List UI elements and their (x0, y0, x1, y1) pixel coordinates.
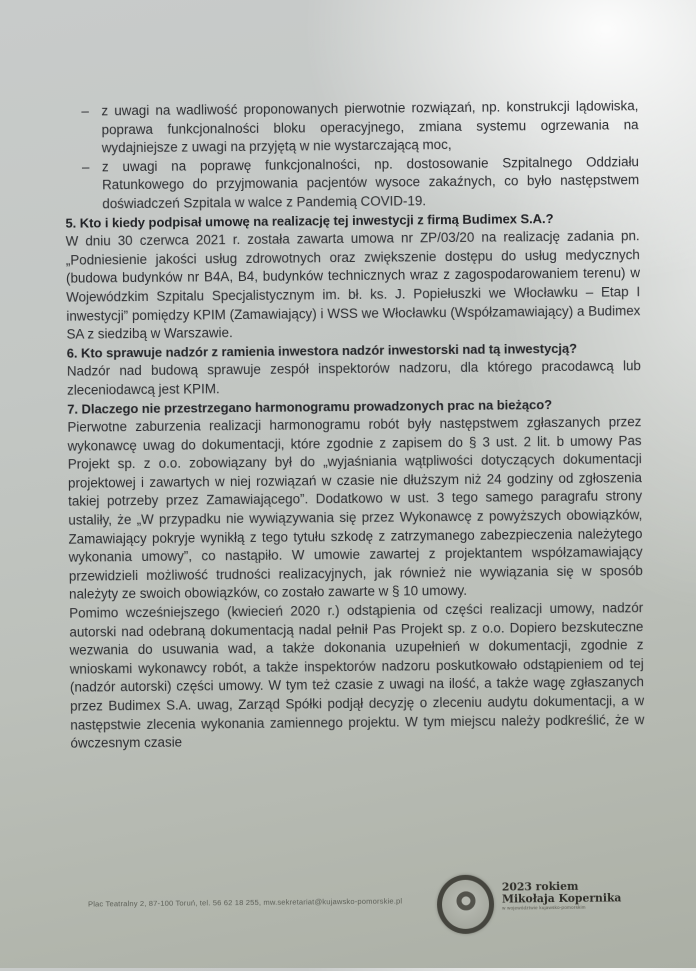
bullet-item (65, 153, 640, 214)
logo-line-3: w województwie kujawsko-pomorskim (502, 904, 586, 911)
answer-6-paragraph: Nadzór nad budową sprawuje zespół inspektorów nadzoru, dla którego pracodawcą lub zleceniodawcą jest KPIM. (66, 358, 641, 398)
question-6-heading: 6. Kto sprawuje nadzór z ramienia inwestora nadzór inwestorski nad tą inwestycją? (66, 340, 578, 361)
copernicus-medallion-icon (437, 875, 495, 935)
answer-7-paragraph-1: Pierwotne zaburzenia realizacji harmonogramu robót były następstwem zgłaszanych przez wykonawcę uwag do dokumentacji, które zgodnie z zapisem do § 3 ust. 2 lit. b umowy Pas Projekt sp. z o.o. zobowiązany był do „wyjaśniania wątpliwości dotyczących dokumentacji projektowej i zawartych w niej rozwiązań w czasie nie dłuższym niż 24 godziny od zgłoszenia takiej potrzeby przez Zamawiającego”. Dodatkowo w ust. 3 tego samego paragrafu strony ustaliły, że „W przypadku nie wywiązywania się przez Wykonawcę z powyższych obowiązków, Zamawiający pokryje wynikłą z tego tytułu szkodę z zatrzymanego zabezpieczenia należytego wykonania umowy”, co nastąpiło. W umowie zawartej z projektantem współzamawiający przewidzieli możliwość trudności realizacyjnych, jak również nie wywiązania się w sposób należyty ze swoich obowiązków, co zostało zawarte w § 10 umowy. (67, 414, 643, 603)
bullet-dash: – (81, 159, 90, 175)
bullet-text: z uwagi na poprawę funkcjonalności, np. dostosowanie Szpitalnego Oddziału Ratunkowego do przyjmowania pacjentów wysoce zakaźnych, co było następstwem doświadczeń Szpitala w walce z Pandemią COVID-19. (101, 153, 640, 212)
medallion-inner-ring-icon (456, 891, 475, 910)
footer-address: Plac Teatralny 2, 87-100 Toruń, tel. 56 62 18 255, mw.sekretariat@kujawsko-pomorskie.pl (87, 896, 403, 909)
answer-5-paragraph: W dniu 30 czerwca 2021 r. została zawarta umowa nr ZP/03/20 na realizację zadania pn. „Podniesienie jakości usług zdrowotnych oraz zwiększenie dostępu do usług medycznych (budowa budynków nr B4A, B4, budynków technicznych wraz z zagospodarowaniem terenu) w Wojewódzkim Szpitalu Specjalistycznym im. bł. ks. J. Popiełuszki we Włocławku – Etap I inwestycji” pomiędzy KPIM (Zamawiający) i WSS we Włocławku (Współzamawiający) a Budimex SA z siedzibą w Warszawie. (65, 228, 641, 342)
bullet-dash: – (81, 103, 89, 119)
bullet-text: z uwagi na wadliwość proponowanych pierwotnie rozwiązań, np. konstrukcji lądowiska, poprawa funkcjonalności bloku operacyjnego, zmiana systemu ogrzewania na wydajniejsze z uwagi na przyjętą w nie wystarczającą moc, (101, 98, 639, 156)
bullet-list (64, 97, 639, 214)
question-5-heading: 5. Kto i kiedy podpisał umowę na realizację tej inwestycji z firmą Budimex S.A.? (65, 210, 554, 231)
copernicus-year-logo-text (502, 880, 622, 911)
question-7-heading: 7. Dlaczego nie przestrzegano harmonogramu prowadzonych prac na bieżąco? (67, 396, 553, 417)
logo-line-2: Mikołaja Kopernika (501, 891, 622, 906)
answer-7-paragraph-2: Pomimo wcześniejszego (kwiecień 2020 r.) odstąpienia od części realizacji umowy, nadzór autorski nad odebraną dokumentacją nadal pełnił Pas Projekt sp. z o.o. Dopiero bezskuteczne wezwania do usuwania wad, a także dokonania uzupełnień w dokumentacji, zgodnie z wnioskami wykonawcy robót, a także inspektorów nadzoru poskutkowało odstąpieniem od tej (nadzór autorski) części umowy. W tym też czasie z uwagi na ilość, a także wagę zgłaszanych przez Budimex S.A. uwag, Zarząd Spółki podjął decyzję o zleceniu audytu dokumentacji, a w następstwie zlecenia wykonania zamiennego projektu. W tym miejscu należy podkreślić, że w ówczesnym czasie (69, 600, 645, 751)
bullet-item (64, 97, 639, 158)
logo-line-1: 2023 rokiem (501, 879, 579, 894)
document-body (64, 97, 644, 753)
